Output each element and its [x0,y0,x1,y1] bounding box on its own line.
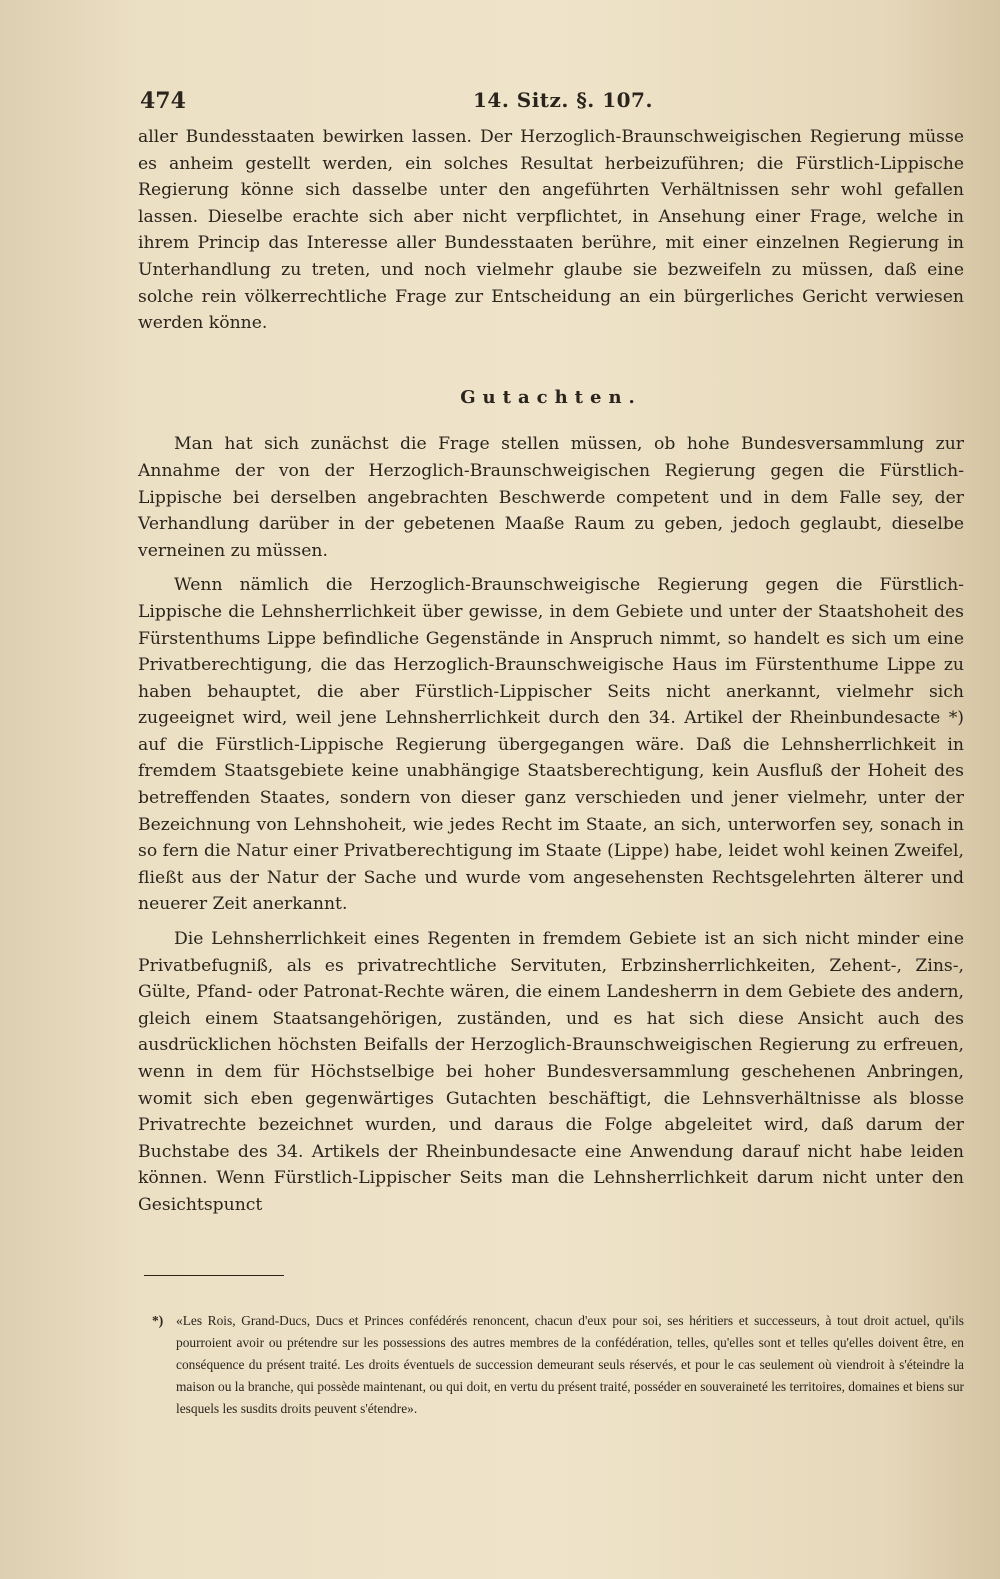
paragraph-continued: aller Bundesstaaten bewirken lassen. Der Herzoglich-Braunschweigischen Regierung müsse es anheim gestellt werden, ein solches Resultat herbeizuführen; die Fürstlich-Lippische Regierung könne sich dasselbe unter den angeführten Verhältnissen sehr wohl gefallen lassen. Dieselbe erachte sich aber nicht verpflichtet, in Ansehung einer Frage, welche in ihrem Princip das Interesse aller Bundesstaaten berühre, mit einer einzelnen Regierung in Unterhandlung zu treten, und noch vielmehr glaube sie bezweifeln zu müssen, daß eine solche rein völkerrechtliche Frage zur Entscheidung an ein bürgerliches Gericht verwiesen werden könne. [138,127,964,334]
page-header [138,88,964,124]
gutachten-paragraph-2: Wenn nämlich die Herzoglich-Braunschweigische Regierung gegen die Fürstlich-Lippische die Lehnsherrlichkeit über gewisse, in dem Gebiete und unter der Staatshoheit des Fürstenthums Lippe befindliche Gegenstände in Anspruch nimmt, so handelt es sich um eine Privatberechtigung, die das Herzoglich-Braunschweigische Haus im Fürstenthume Lippe zu haben behauptet, die aber Fürstlich-Lippischer Seits nicht anerkannt, vielmehr sich zugeeignet wird, weil jene Lehnsherrlichkeit durch den 34. Artikel der Rheinbundesacte *) auf die Fürstlich-Lippische Regierung übergegangen wäre. Daß die Lehnsherrlichkeit in fremdem Staatsgebiete keine unabhängige Staatsberechtigung, kein Ausfluß der Hoheit des betreffenden Staates, sondern von dieser ganz verschieden und jener vielmehr, unter der Bezeichnung von Lehnshoheit, wie jedes Recht im Staate, an sich, unterworfen sey, sonach in so fern die Natur einer Privatberechtigung im Staate (Lippe) habe, leidet wohl keinen Zweifel, fließt aus der Natur der Sache und wurde vom angesehensten Rechtsgelehrten älterer und neuerer Zeit anerkannt. [138,575,964,915]
running-head: 14. Sitz. §. 107. [473,88,653,112]
section-heading: Gutachten. [460,386,642,408]
footnote [138,1310,964,1420]
footnote-marker: *) [152,1312,164,1328]
gutachten-paragraph-3: Die Lehnsherrlichkeit eines Regenten in fremdem Gebiete ist an sich nicht minder eine Privatbefugniß, als es privatrechtliche Servituten, Erbzinsherrlichkeiten, Zehent-, Zins-, Gülte, Pfand- oder Patronat-Rechte wären, die einem Landesherrn in dem Gebiete des andern, gleich einem Staatsangehörigen, zuständen, und es hat sich diese Ansicht auch des ausdrücklichen höchsten Beifalls der Herzoglich-Braunschweigischen Regierung zu erfreuen, wenn in dem für Höchstselbige bei hoher Bundesversammlung geschehenen Anbringen, womit sich eben gegenwärtiges Gutachten beschäftigt, die Lehnsverhältnisse als blosse Privatrechte bezeichnet wurden, und daraus die Folge abgeleitet wird, daß darum der Buchstabe des 34. Artikels der Rheinbundesacte eine Anwendung darauf nicht habe leiden können. Wenn Fürstlich-Lippischer Seits man die Lehnsherrlichkeit darum nicht unter den Gesichtspunct [138,929,964,1215]
gutachten-paragraph-1: Man hat sich zunächst die Frage stellen müssen, ob hohe Bundesversammlung zur Annahme der von der Herzoglich-Braunschweigischen Regierung gegen die Fürstlich-Lippische bei derselben angebrachten Beschwerde competent und in dem Falle sey, der Verhandlung darüber in der gebetenen Maaße Raum zu geben, jedoch geglaubt, dieselbe verneinen zu müssen. [138,434,964,561]
footnote-rule [144,1275,284,1276]
body-text [138,124,964,1219]
page-number: 474 [140,88,186,114]
footnote-text: «Les Rois, Grand-Ducs, Ducs et Princes confédérés renoncent, chacun d'eux pour soi, ses héritiers et successeurs, à tout droit actuel, qu'ils pourroient avoir ou prétendre sur les possessions des autres membres de la confédération, telles, qu'elles sont et telles qu'elles doivent être, en conséquence du présent traité. Les droits éventuels de succession demeurant seuls réservés, et pour le cas seulement où viendroit à s'éteindre la maison ou la branche, qui possède maintenant, ou qui doit, en vertu du présent traité, posséder en souveraineté les territoires, domaines et biens sur lesquels les susdits droits peuvent s'étendre». [176,1312,964,1416]
